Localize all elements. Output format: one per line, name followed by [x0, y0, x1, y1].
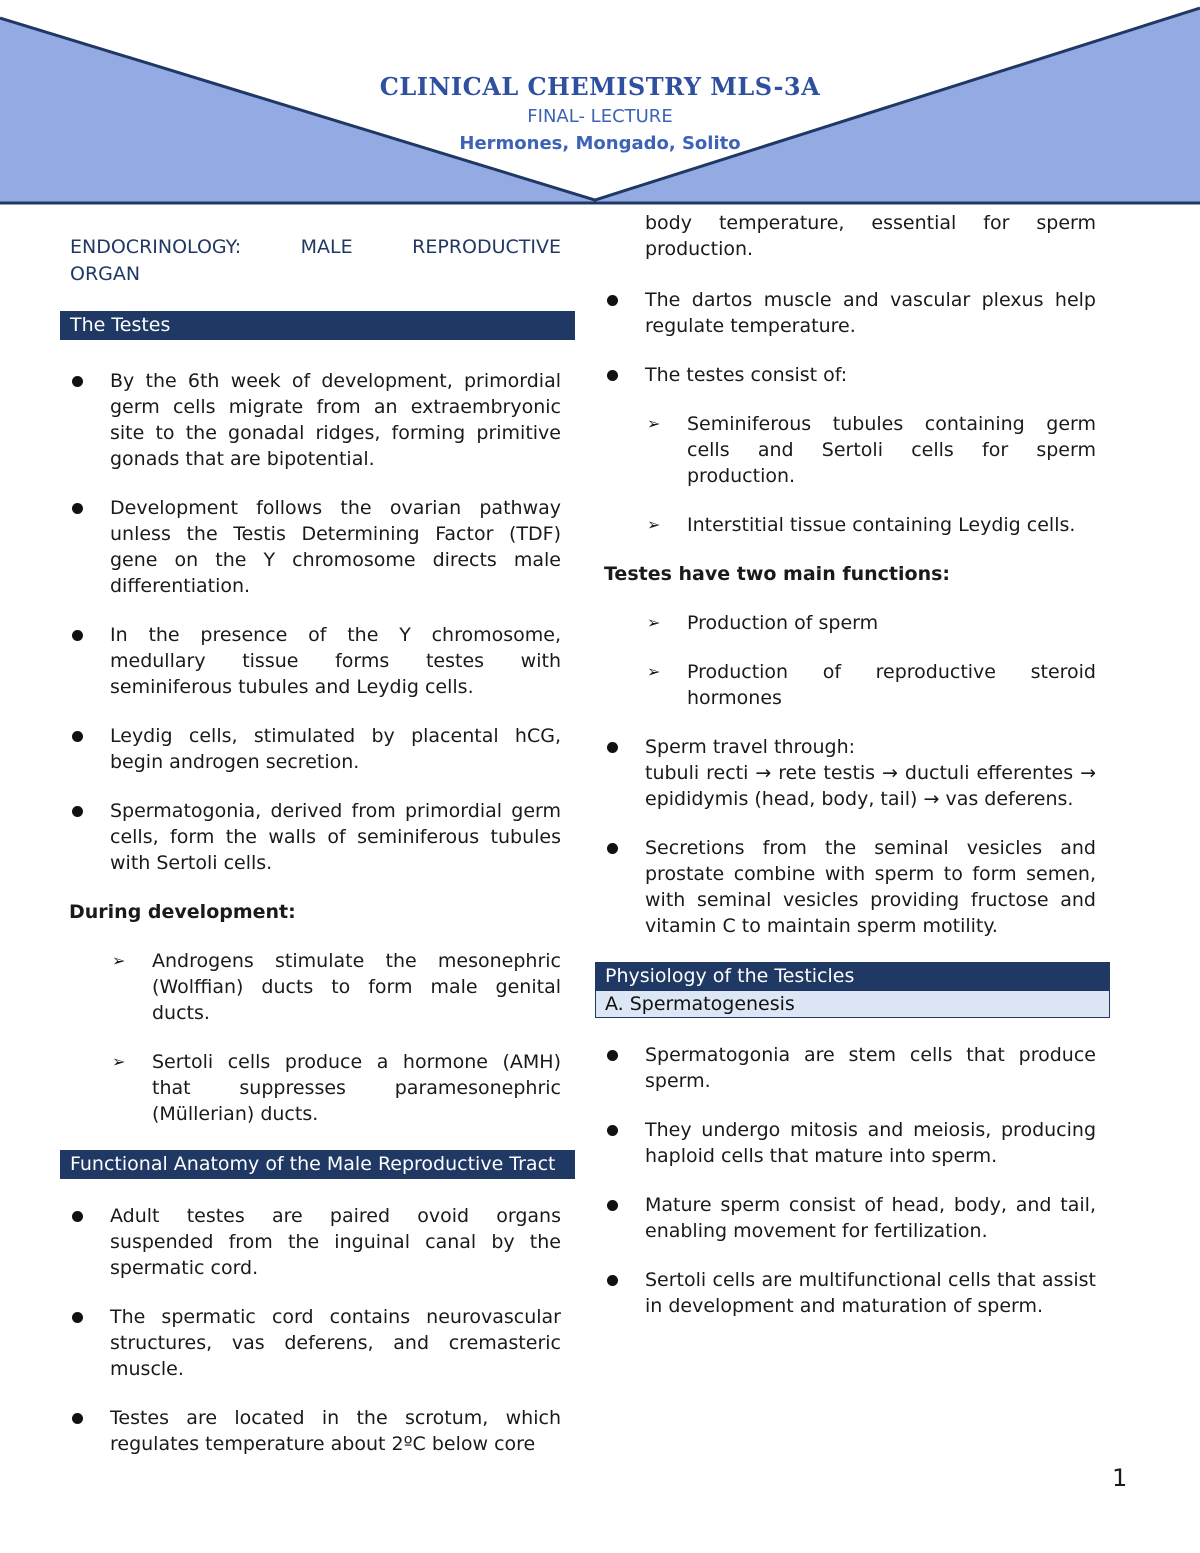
list-item: [595, 411, 1110, 489]
list-item: [595, 659, 1110, 711]
arrow-bullet-icon: ➢: [647, 662, 661, 681]
anatomy-bullet-list: [60, 1203, 575, 1457]
list-item: Sertoli cells are multifunctional cells that assist in development and maturation of sperm.: [595, 1267, 1110, 1319]
lecture-subtitle: FINAL- LECTURE: [527, 106, 673, 127]
sperm-travel-path: tubuli recti → rete testis → ductuli efferentes → epididymis (head, body, tail) → vas deferens.: [645, 762, 1096, 810]
main-functions-label: Testes have two main functions:: [604, 563, 950, 585]
section-heading-physiology: Physiology of the Testicles: [595, 962, 1110, 991]
list-item: [60, 1049, 575, 1127]
list-item: The dartos muscle and vascular plexus help regulate temperature.: [595, 287, 1110, 339]
section-heading-testes: The Testes: [60, 311, 575, 340]
during-development-list: [60, 948, 575, 1127]
list-item: Spermatogonia are stem cells that produce sperm.: [595, 1042, 1110, 1094]
arrow-bullet-icon: ➢: [112, 1052, 126, 1071]
main-functions-list: [595, 610, 1110, 711]
right-column: [595, 210, 1110, 1342]
list-item: Testes are located in the scrotum, which regulates temperature about 2ºC below core: [60, 1405, 575, 1457]
subsection-heading-spermatogenesis: A. Spermatogenesis: [595, 991, 1110, 1018]
arrow-bullet-icon: ➢: [647, 613, 661, 632]
list-item-text: Sertoli cells produce a hormone (AMH) that suppresses paramesonephric (Müllerian) ducts.: [152, 1051, 561, 1125]
list-item: Secretions from the seminal vesicles and prostate combine with sperm to form semen, with seminal vesicles providing fructose and vitamin C to maintain sperm motility.: [595, 835, 1110, 939]
list-item: The spermatic cord contains neurovascular structures, vas deferens, and cremasteric muscle.: [60, 1304, 575, 1382]
list-item: In the presence of the Y chromosome, medullary tissue forms testes with seminiferous tubules and Leydig cells.: [60, 622, 575, 700]
course-title: CLINICAL CHEMISTRY MLS-3A: [379, 72, 821, 101]
list-item-text: Interstitial tissue containing Leydig cells.: [687, 514, 1076, 536]
list-item: Leydig cells, stimulated by placental hCG, begin androgen secretion.: [60, 723, 575, 775]
arrow-bullet-icon: ➢: [647, 414, 661, 433]
arrow-bullet-icon: ➢: [647, 515, 661, 534]
document-title: [70, 234, 561, 288]
list-item: Adult testes are paired ovoid organs suspended from the inguinal canal by the spermatic cord.: [60, 1203, 575, 1281]
during-development-label: During development:: [69, 901, 296, 923]
document-title-line1: ENDOCRINOLOGY: MALE REPRODUCTIVE: [70, 236, 561, 258]
anatomy-bullet-list-continued: [595, 287, 1110, 388]
list-item: [595, 610, 1110, 636]
section-heading-functional-anatomy: Functional Anatomy of the Male Reproductive Tract: [60, 1150, 575, 1179]
document-title-line2: ORGAN: [70, 263, 141, 285]
arrow-bullet-icon: ➢: [112, 951, 126, 970]
list-item: By the 6th week of development, primordial germ cells migrate from an extraembryonic site to the gonadal ridges, forming primitive gonads that are bipotential.: [60, 368, 575, 472]
spermatogenesis-bullet-list: [595, 1042, 1110, 1319]
continued-paragraph: body temperature, essential for sperm production.: [645, 212, 1096, 260]
testes-bullet-list: [60, 368, 575, 876]
list-item: Spermatogonia, derived from primordial germ cells, form the walls of seminiferous tubules with Sertoli cells.: [60, 798, 575, 876]
testes-consist-list: [595, 411, 1110, 538]
list-item-text: Production of sperm: [687, 612, 879, 634]
header-banner-graphic: [0, 0, 1200, 205]
list-item: [60, 948, 575, 1026]
sperm-travel-label: Sperm travel through:: [645, 736, 856, 758]
list-item: [595, 734, 1110, 812]
list-item: [595, 512, 1110, 538]
list-item: They undergo mitosis and meiosis, producing haploid cells that mature into sperm.: [595, 1117, 1110, 1169]
list-item-text: Seminiferous tubules containing germ cells and Sertoli cells for sperm production.: [687, 413, 1096, 487]
left-column: [60, 210, 575, 1480]
sperm-pathway-list: [595, 734, 1110, 939]
list-item: Mature sperm consist of head, body, and tail, enabling movement for fertilization.: [595, 1192, 1110, 1244]
list-item-text: Production of reproductive steroid hormones: [687, 661, 1096, 709]
page-header: [0, 0, 1200, 205]
list-item-text: Androgens stimulate the mesonephric (Wolffian) ducts to form male genital ducts.: [152, 950, 561, 1024]
page-number: 1: [1112, 1464, 1128, 1492]
authors: Hermones, Mongado, Solito: [459, 133, 741, 154]
list-item: Development follows the ovarian pathway unless the Testis Determining Factor (TDF) gene on the Y chromosome directs male differentiation.: [60, 495, 575, 599]
list-item: The testes consist of:: [595, 362, 1110, 388]
